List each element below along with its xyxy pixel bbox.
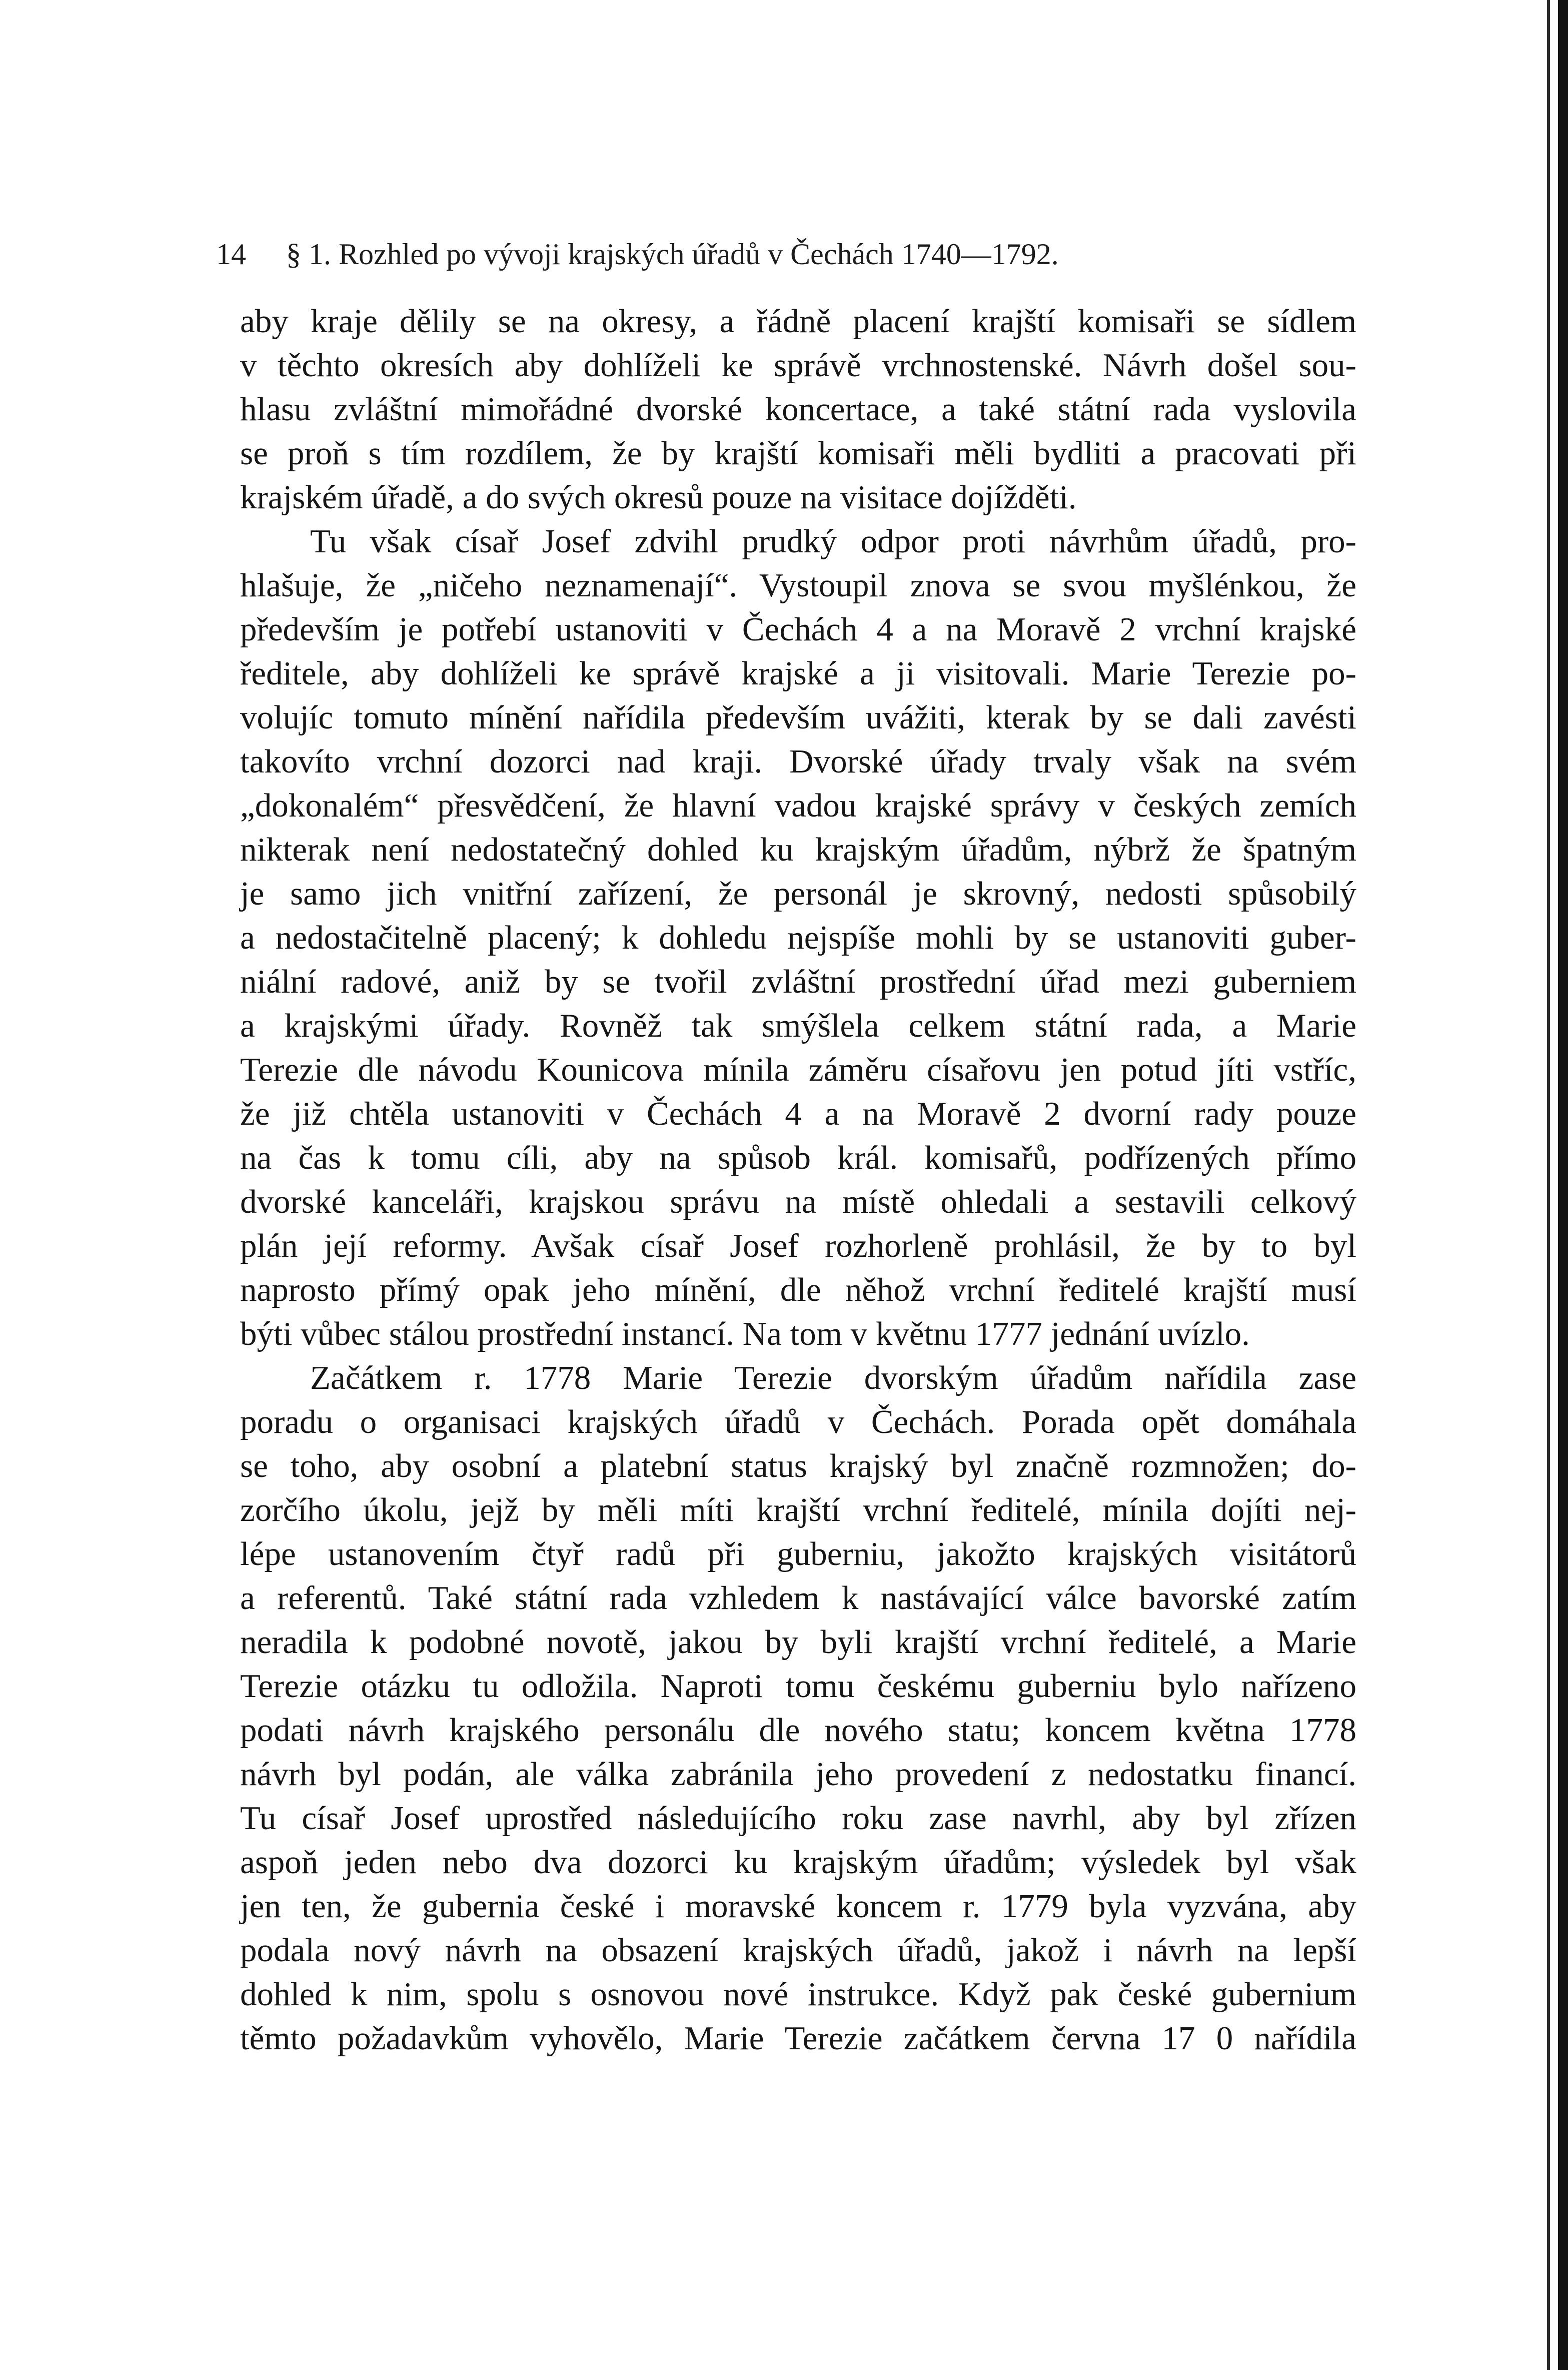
text-line: návrh byl podán, ale válka zabránila jeho provedení z nedostatku financí. — [240, 1756, 1356, 1793]
body-text — [240, 299, 1356, 2060]
text-line: především je potřebí ustanoviti v Čechách 4 a na Moravě 2 vrchní krajské — [240, 611, 1356, 648]
text-line: naprosto přímý opak jeho mínění, dle něhož vrchní ředitelé krajští musí — [240, 1271, 1356, 1308]
text-line: v těchto okresích aby dohlíželi ke správě vrchnostenské. Návrh došel sou- — [240, 347, 1356, 384]
text-line: je samo jich vnitřní zařízení, že personál je skrovný, nedosti spůsobilý — [240, 875, 1356, 912]
text-line: na čas k tomu cíli, aby na spůsob král. komisařů, podřízených přímo — [240, 1139, 1356, 1176]
text-line: krajském úřadě, a do svých okresů pouze na visitace dojížděti. — [240, 479, 1077, 516]
text-line: se proň s tím rozdílem, že by krajští komisaři měli bydliti a pracovati při — [240, 435, 1356, 472]
text-line: dohled k nim, spolu s osnovou nové instrukce. Když pak české gubernium — [240, 1976, 1356, 2013]
text-line: a nedostačitelně placený; k dohledu nejspíše mohli by se ustanoviti guber- — [240, 919, 1356, 956]
text-line: a krajskými úřady. Rovněž tak smýšlela celkem státní rada, a Marie — [240, 1007, 1356, 1044]
text-line: se toho, aby osobní a platební status krajský byl značně rozmnožen; do- — [240, 1447, 1356, 1484]
text-line: dvorské kanceláři, krajskou správu na místě ohledali a sestavili celkový — [240, 1183, 1356, 1220]
running-title: § 1. Rozhled po vývoji krajských úřadů v Čechách 1740—1792. — [286, 238, 1059, 271]
running-head — [216, 234, 1361, 274]
text-line: hlašuje, že „ničeho neznamenají“. Vystoupil znova se svou myšlénkou, že — [240, 567, 1356, 604]
text-line: a referentů. Také státní rada vzhledem k nastávající válce bavorské zatím — [240, 1579, 1356, 1617]
text-line: hlasu zvláštní mimořádné dvorské koncertace, a také státní rada vyslovila — [240, 391, 1356, 428]
text-line: nikterak není nedostatečný dohled ku krajským úřadům, nýbrž že špatným — [240, 831, 1356, 868]
text-line: býti vůbec stálou prostřední instancí. Na tom v květnu 1777 jednání uvízlo. — [240, 1315, 1250, 1352]
page-number: 14 — [216, 238, 246, 271]
text-line: Tu císař Josef uprostřed následujícího roku zase navrhl, aby byl zřízen — [240, 1800, 1356, 1837]
text-line: „dokonalém“ přesvědčení, že hlavní vadou krajské správy v českých zemích — [240, 787, 1356, 824]
text-line: Tu však císař Josef zdvihl prudký odpor proti návrhům úřadů, pro- — [310, 523, 1356, 560]
text-line: plán její reformy. Avšak císař Josef rozhorleně prohlásil, že by to byl — [240, 1227, 1356, 1264]
text-line: Začátkem r. 1778 Marie Terezie dvorským úřadům nařídila zase — [310, 1359, 1356, 1396]
text-line: volujíc tomuto mínění nařídila především uvážiti, kterak by se dali zavésti — [240, 699, 1356, 736]
text-line: niální radové, aniž by se tvořil zvláštní prostřední úřad mezi guberniem — [240, 963, 1356, 1000]
text-line: takovíto vrchní dozorci nad kraji. Dvorské úřady trvaly však na svém — [240, 743, 1356, 780]
scan-edge-line — [1547, 0, 1550, 2370]
text-line: ředitele, aby dohlíželi ke správě krajské a ji visitovali. Marie Terezie po- — [240, 655, 1356, 692]
text-line: poradu o organisaci krajských úřadů v Čechách. Porada opět domáhala — [240, 1403, 1356, 1440]
text-line: těmto požadavkům vyhovělo, Marie Terezie začátkem června 17 0 nařídila — [240, 2020, 1356, 2057]
text-line: Terezie otázku tu odložila. Naproti tomu českému guberniu bylo nařízeno — [240, 1668, 1356, 1705]
text-line: jen ten, že gubernia české i moravské koncem r. 1779 byla vyzvána, aby — [240, 1888, 1356, 1925]
text-line: zorčího úkolu, jejž by měli míti krajští vrchní ředitelé, mínila dojíti nej- — [240, 1491, 1356, 1528]
text-line: aspoň jeden nebo dva dozorci ku krajským úřadům; výsledek byl však — [240, 1844, 1356, 1881]
text-line: aby kraje dělily se na okresy, a řádně placení krajští komisaři se sídlem — [240, 303, 1356, 340]
text-line: podala nový návrh na obsazení krajských úřadů, jakož i návrh na lepší — [240, 1932, 1356, 1969]
scan-edge-shadow — [1558, 0, 1568, 2370]
text-line: že již chtěla ustanoviti v Čechách 4 a na Moravě 2 dvorní rady pouze — [240, 1095, 1356, 1132]
text-line: Terezie dle návodu Kounicova mínila záměru císařovu jen potud jíti vstříc, — [240, 1051, 1356, 1088]
text-line: lépe ustanovením čtyř radů při guberniu, jakožto krajských visitátorů — [240, 1535, 1356, 1572]
text-line: podati návrh krajského personálu dle nového statu; koncem května 1778 — [240, 1712, 1356, 1749]
text-line: neradila k podobné novotě, jakou by byli krajští vrchní ředitelé, a Marie — [240, 1624, 1356, 1661]
